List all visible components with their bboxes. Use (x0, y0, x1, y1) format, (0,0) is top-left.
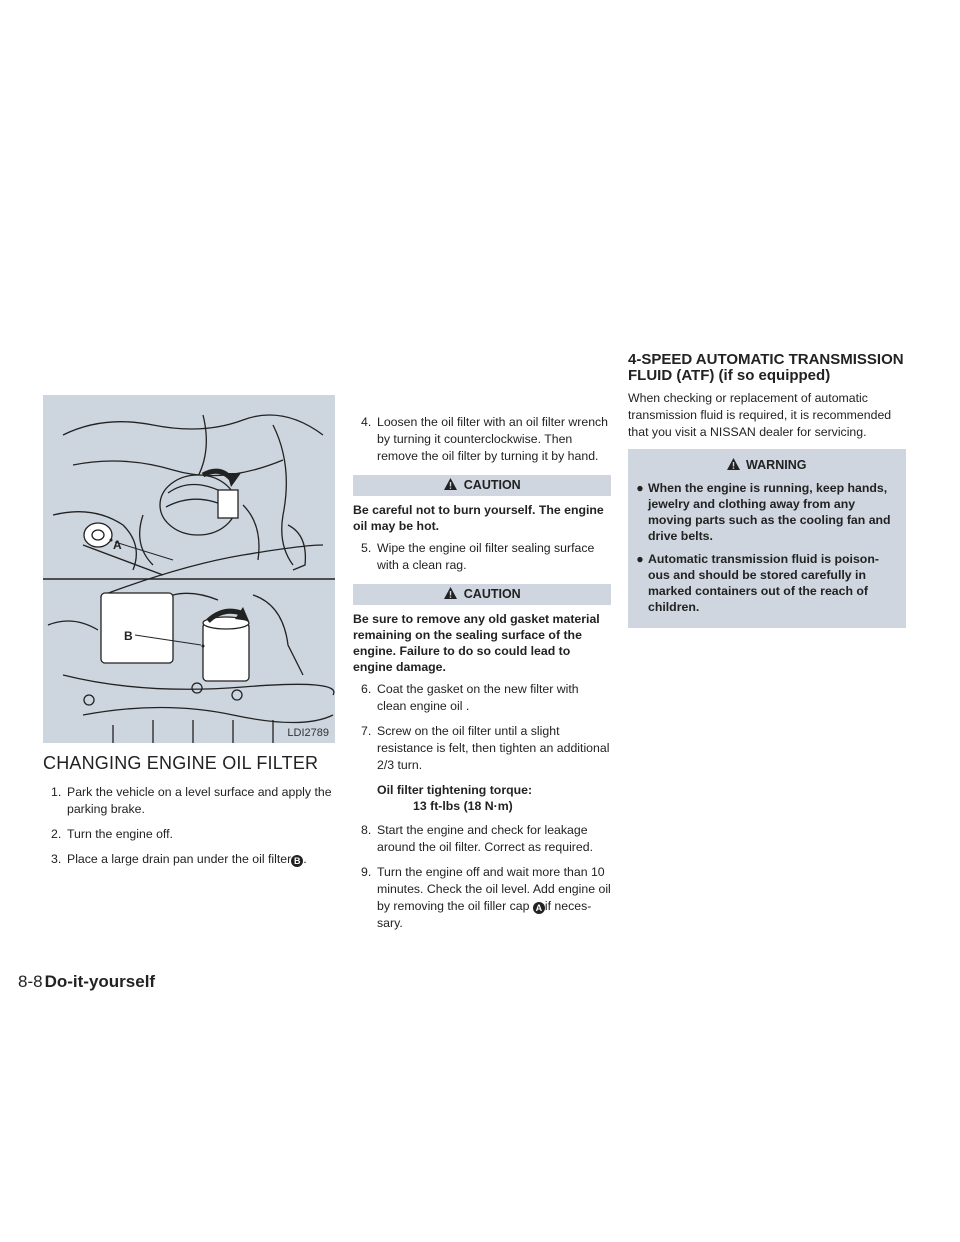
warning-triangle-icon (726, 457, 741, 471)
engine-figure (43, 395, 335, 743)
step-number: 6. (361, 682, 372, 696)
step-number: 2. (51, 827, 62, 841)
step-text: Turn the engine off and wait more than 10 minutes. Check the oil level. Add engine oil by removing the oil filler cap (377, 865, 611, 913)
step-number: 4. (361, 415, 372, 429)
step-text: Wipe the engine oil filter sealing surface with a clean rag. (377, 541, 595, 572)
caution-text-1: Be careful not to burn yourself. The engine oil may be hot. (353, 503, 604, 533)
atf-heading: 4-SPEED AUTOMATIC TRANSMISSION FLUID (ATF) (if so equipped) (628, 351, 904, 384)
warning-title: WARNING (746, 458, 807, 472)
step-4 (353, 414, 611, 465)
caution-text-2: Be sure to remove any old gasket material remaining on the sealing surface of the engine. Failure to do so could lead to engine damage. (353, 612, 600, 674)
caution-title: CAUTION (463, 587, 521, 601)
step-number: 5. (361, 541, 372, 555)
marker-a-icon: A (533, 902, 545, 914)
step-text: Loosen the oil filter with an oil filter wrench by turning it counterclockwise. Then remove the oil filter by turning it by hand. (377, 415, 609, 463)
warning-bullet-1 (632, 480, 900, 544)
warning-box (628, 449, 906, 628)
bullet-icon: ● (636, 552, 644, 566)
step-6 (353, 681, 611, 715)
step-text: Screw on the oil filter until a slight resistance is felt, then tighten an additional 2/3 turn. (377, 724, 610, 772)
torque-label: Oil filter tightening torque: (377, 783, 533, 797)
warning-triangle-icon (443, 586, 458, 600)
step-2 (43, 826, 335, 843)
step-text: Park the vehicle on a level surface and apply the parking brake. (67, 785, 332, 816)
section-name: Do-it-yourself (44, 972, 156, 991)
step-1 (43, 784, 335, 818)
figure-label-a: A (113, 538, 122, 552)
caution-header-1 (353, 475, 611, 496)
step-text: Turn the engine off. (67, 827, 173, 841)
steps-list-1 (43, 784, 335, 868)
right-column (628, 352, 906, 628)
figure-label-b: B (124, 629, 133, 643)
step-number: 8. (361, 823, 372, 837)
steps-list-4 (353, 681, 611, 774)
caution-header-2 (353, 584, 611, 605)
left-column (43, 395, 335, 876)
warning-header (632, 455, 900, 476)
torque-spec (377, 782, 611, 814)
marker-b-icon: B (291, 855, 303, 867)
step-number: 7. (361, 724, 372, 738)
bullet-text: Automatic transmission fluid is poison-ous and should be stored carefully in marked containers out of the reach of children. (648, 552, 879, 614)
step-number: 3. (51, 852, 62, 866)
steps-list-3 (353, 540, 611, 574)
step-number: 9. (361, 865, 372, 879)
warning-bullet-2 (632, 551, 900, 615)
step-text: Place a large drain pan under the oil filter (67, 852, 292, 866)
page-number: 8-8 (18, 972, 43, 991)
torque-value: 13 ft-lbs (18 N·m) (413, 799, 513, 813)
middle-column (353, 414, 611, 940)
page-footer (18, 972, 155, 992)
figure-code: LDI2789 (287, 727, 329, 739)
steps-list-5 (353, 822, 611, 932)
bullet-icon: ● (636, 481, 644, 495)
steps-list-2 (353, 414, 611, 465)
warning-triangle-icon (443, 477, 458, 491)
step-text: Coat the gasket on the new filter with clean engine oil . (377, 682, 579, 713)
step-9 (353, 864, 611, 932)
atf-intro: When checking or replacement of automatic transmission fluid is required, it is recommended that you visit a NISSAN dealer for servicing. (628, 391, 892, 439)
step-number: 1. (51, 785, 62, 799)
step-3 (43, 851, 335, 868)
oil-filter-heading: CHANGING ENGINE OIL FILTER (43, 753, 319, 773)
bullet-text: When the engine is running, keep hands, jewelry and clothing away from any moving parts such as the cooling fan and drive belts. (648, 481, 891, 543)
step-5 (353, 540, 611, 574)
engine-illustration (43, 395, 335, 743)
step-text-end: if neces-sary. (377, 899, 592, 930)
step-text-end: . (303, 852, 307, 866)
step-8 (353, 822, 611, 856)
caution-title: CAUTION (463, 478, 521, 492)
step-text: Start the engine and check for leakage around the oil filter. Correct as required. (377, 823, 593, 854)
step-7 (353, 723, 611, 774)
